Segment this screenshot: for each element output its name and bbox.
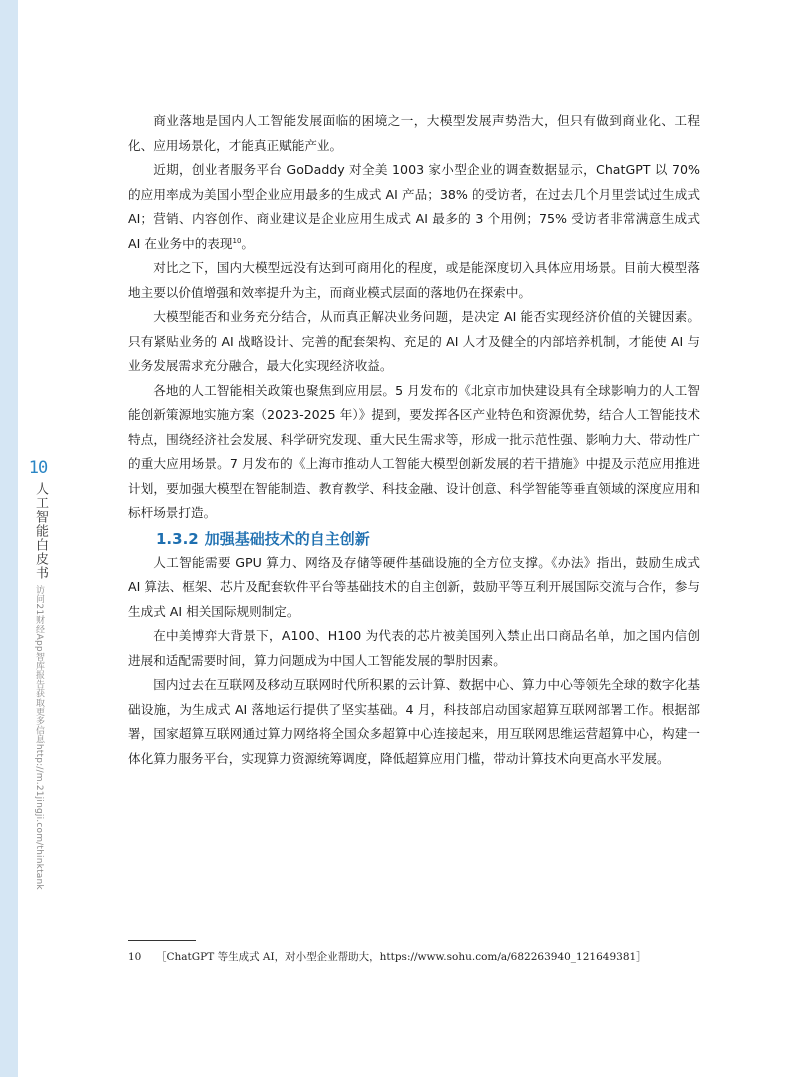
footnote-divider [128, 940, 196, 941]
sidebar-band [0, 0, 18, 1077]
paragraph-text: 近期，创业者服务平台 GoDaddy 对全美 1003 家小型企业的调查数据显示，ChatGPT 以 70% 的应用率成为美国小型企业应用最多的生成式 AI 产品；38% 的受访者，在过去几个月里尝试过生成式 AI；营销、内容创作、商业建议是企业应用生成式 AI 最多的 3 个用例；75% 受访者非常满意生成式 AI 在业务中的表现 [128, 162, 700, 251]
paragraph: 大模型能否和业务充分结合，从而真正解决业务问题，是决定 AI 能否实现经济价值的关键因素。只有紧贴业务的 AI 战略设计、完善的配套架构、充足的 AI 人才及健全的内部培养机制，才能使 AI 与业务发展需求充分融合，最大化实现经济收益。 [128, 309, 700, 373]
visit-link-text[interactable]: 访问21财经App智库报告获取更多信息http://m.21jingji.com/thinktank [34, 585, 44, 890]
paragraph: 对比之下，国内大模型远没有达到可商用化的程度，或是能深度切入具体应用场景。目前大模型落地主要以价值增强和效率提升为主，而商业模式层面的落地仍在探索中。 [128, 260, 700, 300]
footnote-text[interactable]: ［ChatGPT 等生成式 AI，对小型企业帮助大，https://www.sohu.com/a/682263940_121649381］ [156, 951, 647, 963]
section-number: 1.3.2 [156, 529, 199, 548]
paragraph: 国内过去在互联网及移动互联网时代所积累的云计算、数据中心、算力中心等领先全球的数字化基础设施，为生成式 AI 落地运行提供了坚实基础。4 月，科技部启动国家超算互联网部署工作。根据部署，国家超算互联网通过算力网络将全国众多超算中心连接起来，用互联网思维运营超算中心，构建一体化算力服务平台，实现算力资源统筹调度，降低超算应用门槛，带动计算技术向更高水平发展。 [128, 677, 700, 766]
paragraph: 近期，创业者服务平台 GoDaddy 对全美 1003 家小型企业的调查数据显示，ChatGPT 以 70% 的应用率成为美国小型企业应用最多的生成式 AI 产品；38% 的受访者，在过去几个月里尝试过生成式 AI；营销、内容创作、商业建议是企业应用生成式 AI 最多的 3 个用例；75% 受访者非常满意生成式 AI 在业务中的表现$^{10}$。 [128, 162, 700, 251]
paragraph: 在中美博弈大背景下，A100、H100 为代表的芯片被美国列入禁止出口商品名单，加之国内信创进展和适配需要时间，算力问题成为中国人工智能发展的掣肘因素。 [128, 628, 700, 668]
book-title: 人工智能白皮书 [33, 482, 48, 580]
paragraph: 人工智能需要 GPU 算力、网络及存储等硬件基础设施的全方位支撑。《办法》指出，鼓励生成式 AI 算法、框架、芯片及配套软件平台等基础技术的自主创新，鼓励平等互利开展国际交流与合作，参与生成式 AI 相关国际规则制定。 [128, 554, 700, 619]
section-heading [156, 528, 700, 550]
main-content [128, 109, 700, 771]
footnote-reference[interactable]: 10 [232, 236, 242, 245]
paragraph: 商业落地是国内人工智能发展面临的困境之一，大模型发展声势浩大，但只有做到商业化、工程化、应用场景化，才能真正赋能产业。 [128, 113, 700, 153]
footnote [128, 949, 708, 965]
page-number: 10 [28, 458, 48, 478]
footnote-number: 10 [128, 951, 142, 963]
paragraph: 各地的人工智能相关政策也聚焦到应用层。5 月发布的《北京市加快建设具有全球影响力的人工智能创新策源地实施方案（2023-2025 年）》提到，要发挥各区产业特色和资源优势，结合人工智能技术特点，围绕经济社会发展、科学研究发现、重大民生需求等，形成一批示范性强、影响力大、带动性广的重大应用场景。7 月发布的《上海市推动人工智能大模型创新发展的若干措施》中提及示范应用推进计划，要加强大模型在智能制造、教育教学、科技金融、设计创意、科学智能等垂直领域的深度应用和标杆场景打造。 [128, 382, 700, 520]
section-title: 加强基础技术的自主创新 [204, 529, 370, 548]
